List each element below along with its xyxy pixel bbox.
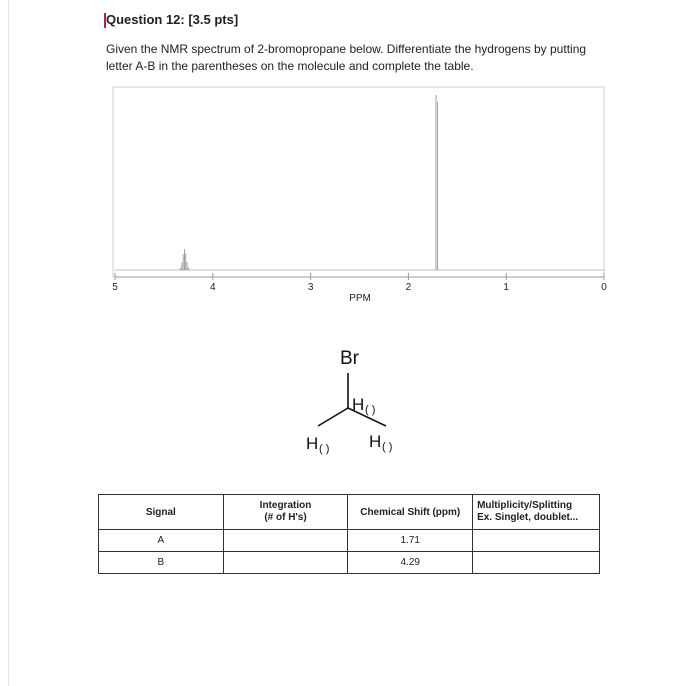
- hydrogen-left-methyl-blank[interactable]: ( ): [319, 443, 330, 455]
- axis-tick-label: 2: [405, 282, 412, 293]
- header-integration-line-2: (# of H's): [264, 512, 307, 523]
- nmr-results-table: [98, 494, 600, 574]
- axis-tick-label: 0: [601, 282, 607, 293]
- shift-cell: 1.71: [348, 530, 473, 552]
- header-multiplicity-line-2: Ex. Singlet, doublet...: [477, 512, 579, 523]
- axis-tick-label: 4: [210, 282, 216, 293]
- signal-cell: A: [99, 530, 224, 552]
- question-text-line-2: letter A-B in the parentheses on the molecule and complete the table.: [106, 59, 474, 73]
- axis-tick-label: 1: [503, 282, 509, 293]
- question-title: Question 12: [3.5 pts]: [106, 12, 239, 27]
- shift-cell: 4.29: [348, 552, 473, 574]
- integration-input-cell[interactable]: [223, 530, 348, 552]
- header-multiplicity: [473, 495, 600, 530]
- hydrogen-right-methyl-label: H: [369, 432, 382, 451]
- multiplicity-input-cell[interactable]: [473, 530, 600, 552]
- header-chemical-shift: Chemical Shift (ppm): [348, 495, 473, 530]
- spectrum-frame: [113, 87, 604, 277]
- axis-label-ppm: PPM: [349, 293, 371, 304]
- table-header-row: [99, 495, 600, 530]
- nmr-spectrum: [105, 85, 607, 305]
- hydrogen-methine-label: H: [352, 395, 365, 414]
- header-multiplicity-line-1: Multiplicity/Splitting: [477, 500, 573, 511]
- question-text: [106, 41, 606, 75]
- header-signal: Signal: [99, 495, 224, 530]
- axis-tick-label: 5: [112, 282, 118, 293]
- axis-tick-label: 3: [307, 282, 314, 293]
- header-integration: [223, 495, 348, 530]
- hydrogen-left-methyl-label: H: [306, 434, 319, 453]
- table-row: [99, 530, 600, 552]
- multiplicity-input-cell[interactable]: [473, 552, 600, 574]
- question-text-line-1: Given the NMR spectrum of 2-bromopropane below. Differentiate the hydrogens by putting: [106, 42, 587, 56]
- axis-tick-labels: [112, 282, 607, 293]
- table-row: [99, 552, 600, 574]
- signal-cell: B: [99, 552, 224, 574]
- molecule-2-bromopropane: [290, 340, 430, 470]
- hydrogen-methine-blank[interactable]: ( ): [365, 404, 376, 416]
- page-edge: [0, 0, 9, 686]
- hydrogen-right-methyl-blank[interactable]: ( ): [382, 441, 393, 453]
- left-methyl-bond: [318, 408, 348, 426]
- header-integration-line-1: Integration: [259, 500, 312, 511]
- bromine-label: Br: [340, 348, 359, 369]
- integration-input-cell[interactable]: [223, 552, 348, 574]
